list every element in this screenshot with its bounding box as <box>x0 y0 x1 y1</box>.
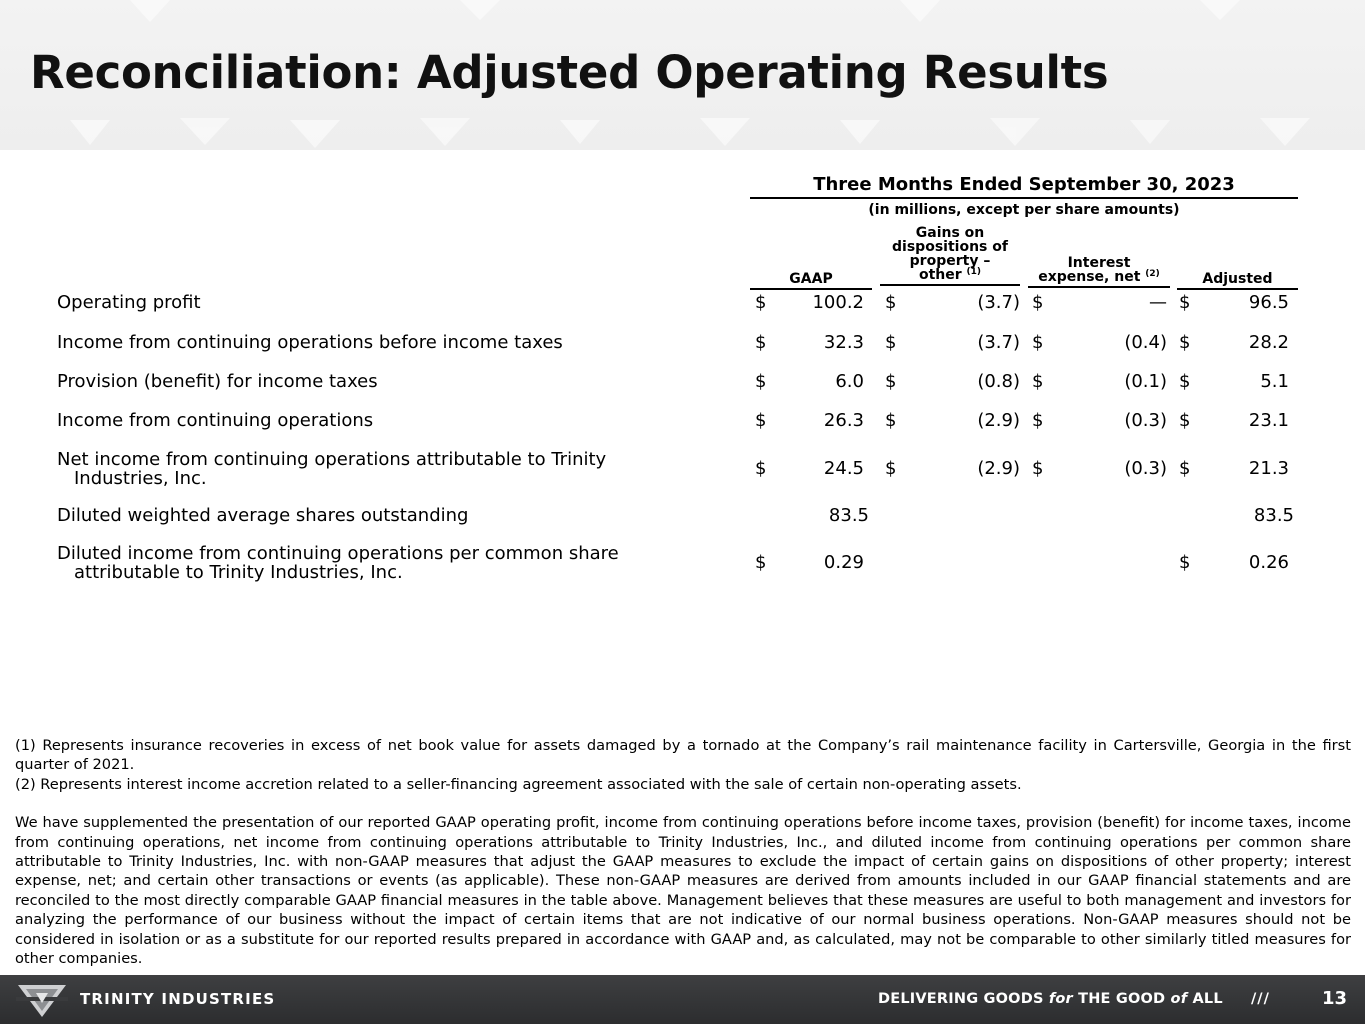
cell-interest-value: (0.3) <box>1124 410 1167 431</box>
cell-interest-value: (0.1) <box>1124 371 1167 392</box>
row-label <box>57 544 717 582</box>
cell-gaap-currency: $ <box>755 458 767 479</box>
footnotes <box>15 736 1351 968</box>
cell-gains-currency: $ <box>885 458 897 479</box>
row-label <box>57 411 717 430</box>
column-header-gains: Gains on dispositions of property – other $^{(1)}$ <box>880 226 1020 286</box>
cell-interest-currency: $ <box>1032 332 1044 353</box>
column-header-interest: Interest expense, net $^{(2)}$ <box>1028 256 1170 288</box>
row-label <box>57 450 717 488</box>
cell-adjusted-currency: $ <box>1179 371 1191 392</box>
cell-gains-currency: $ <box>885 371 897 392</box>
cell-gains-value: (3.7) <box>977 332 1020 353</box>
cell-gains-value: (3.7) <box>977 292 1020 313</box>
cell-gaap-currency: $ <box>755 410 767 431</box>
cell-interest-currency: $ <box>1032 458 1044 479</box>
cell-adjusted-value: 21.3 <box>1248 458 1289 479</box>
cell-adjusted-currency: $ <box>1179 552 1191 573</box>
row-label-continuation: attributable to Trinity Industries, Inc. <box>74 562 403 583</box>
cell-gains-currency: $ <box>885 332 897 353</box>
cell-gaap-value: 6.0 <box>835 371 864 392</box>
cell-adjusted-currency: $ <box>1179 292 1191 313</box>
slide-footer <box>0 975 1365 1024</box>
cell-interest-currency: $ <box>1032 292 1044 313</box>
cell-gaap-currency: $ <box>755 332 767 353</box>
page-number: 13 <box>1322 988 1348 1009</box>
cell-gaap-value: 100.2 <box>812 292 864 313</box>
tagline-slashes: /// <box>1251 991 1270 1007</box>
cell-adjusted-currency: $ <box>1179 332 1191 353</box>
row-label <box>57 372 717 391</box>
row-label <box>57 506 717 525</box>
row-label-line: Diluted weighted average shares outstanding <box>57 505 469 526</box>
cell-adjusted-value: 23.1 <box>1248 410 1289 431</box>
cell-gaap-value: 32.3 <box>823 332 864 353</box>
cell-adjusted-value: 5.1 <box>1260 371 1289 392</box>
footnote-1: (1) Represents insurance recoveries in excess of net book value for assets damaged by a tornado at the Company’s rail maintenance facility in Cartersville, Georgia in the first quarter of 2021. <box>15 737 1351 774</box>
cell-interest-value: (0.3) <box>1124 458 1167 479</box>
row-label <box>57 333 717 352</box>
row-label-line: Income from continuing operations <box>57 410 374 431</box>
cell-adjusted-value: 96.5 <box>1248 292 1289 313</box>
cell-interest-value: (0.4) <box>1124 332 1167 353</box>
row-label-line: Income from continuing operations before income taxes <box>57 332 563 353</box>
cell-gaap-value: 24.5 <box>823 458 864 479</box>
cell-adjusted-value: 28.2 <box>1248 332 1289 353</box>
trinity-logo-icon <box>16 981 68 1019</box>
cell-interest-value: — <box>1149 292 1167 313</box>
cell-gains-value: (2.9) <box>977 458 1020 479</box>
cell-gaap-value: 83.5 <box>828 505 869 526</box>
cell-gaap-currency: $ <box>755 371 767 392</box>
footnote-2: (2) Represents interest income accretion related to a seller-financing agreement associated with the sale of certain non-operating assets. <box>15 775 1022 793</box>
cell-adjusted-value: 83.5 <box>1253 505 1294 526</box>
row-label-continuation: Industries, Inc. <box>74 468 207 489</box>
column-header-adjusted: Adjusted <box>1177 272 1298 290</box>
non-gaap-disclaimer: We have supplemented the presentation of our reported GAAP operating profit, income from continuing operations before income taxes, provision (benefit) for income taxes, income from continuing operations, net income from continuing operations attributable to Trinity Industries, Inc., and diluted income from continuing operations per common share attributable to Trinity Industries, Inc. with non-GAAP measures that adjust the GAAP measures to exclude the impact of certain gains on dispositions of other property; interest expense, net; and certain other transactions or events (as applicable). These non-GAAP measures are derived from amounts included in our GAAP financial statements and are reconciled to the most directly comparable GAAP financial measures in the table above. Management believes that these measures are useful to both management and investors for analyzing the performance of our business without the impact of certain items that are not indicative of our normal business operations. Non-GAAP measures should not be considered in isolation or as a substitute for our reported results prepared in accordance with GAAP and, as calculated, may not be comparable to other similarly titled measures for other companies. <box>15 814 1351 968</box>
cell-gaap-currency: $ <box>755 292 767 313</box>
brand-name: TRINITY INDUSTRIES <box>80 990 276 1008</box>
cell-gaap-currency: $ <box>755 552 767 573</box>
units-note: (in millions, except per share amounts) <box>868 202 1180 218</box>
row-label-line: Net income from continuing operations attributable to Trinity <box>57 449 607 470</box>
tagline: DELIVERING GOODS for THE GOOD of ALL <box>878 991 1223 1007</box>
cell-adjusted-currency: $ <box>1179 458 1191 479</box>
cell-adjusted-currency: $ <box>1179 410 1191 431</box>
cell-gaap-value: 26.3 <box>823 410 864 431</box>
cell-adjusted-value: 0.26 <box>1248 552 1289 573</box>
cell-gains-value: (0.8) <box>977 371 1020 392</box>
column-header-gaap: GAAP <box>750 272 872 290</box>
row-label-line: Provision (benefit) for income taxes <box>57 371 378 392</box>
row-label-line: Operating profit <box>57 292 201 313</box>
page-title: Reconciliation: Adjusted Operating Results <box>30 46 1109 99</box>
period-heading: Three Months Ended September 30, 2023 <box>750 174 1298 199</box>
cell-interest-currency: $ <box>1032 410 1044 431</box>
cell-gains-value: (2.9) <box>977 410 1020 431</box>
row-label <box>57 293 717 312</box>
cell-gains-currency: $ <box>885 292 897 313</box>
slide-header <box>0 0 1365 150</box>
cell-gains-currency: $ <box>885 410 897 431</box>
row-label-line: Diluted income from continuing operations per common share <box>57 543 619 564</box>
cell-interest-currency: $ <box>1032 371 1044 392</box>
cell-gaap-value: 0.29 <box>823 552 864 573</box>
